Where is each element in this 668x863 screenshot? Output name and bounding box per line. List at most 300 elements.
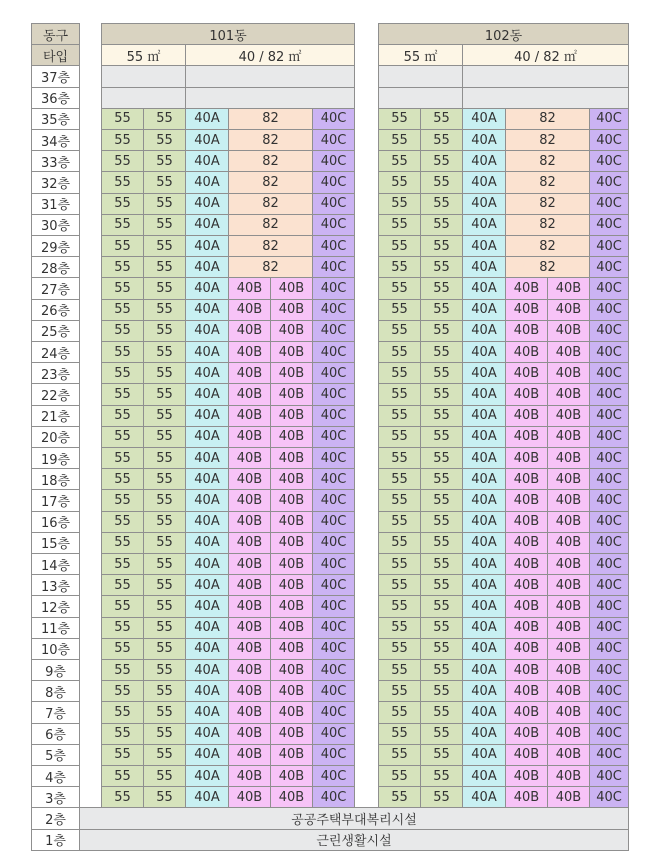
- building-1-unit-55: 55: [143, 595, 186, 617]
- building-1-unit-55: 55: [101, 214, 144, 236]
- building-1-unit-40b: 40B: [228, 511, 271, 533]
- building-2-unit-55: 55: [420, 341, 463, 363]
- building-1-unit-40b: 40B: [270, 659, 313, 681]
- building-1-unit-40a: 40A: [185, 574, 229, 596]
- building-1-empty-cell: [101, 87, 186, 109]
- building-2-unit-55: 55: [420, 129, 463, 151]
- building-2-unit-40a: 40A: [462, 405, 506, 427]
- building-1-unit-55: 55: [101, 574, 144, 596]
- floor-label: 6층: [31, 723, 80, 745]
- building-1-unit-55: 55: [143, 383, 186, 405]
- building-2-unit-55: 55: [378, 595, 421, 617]
- building-1-unit-40b: 40B: [228, 320, 271, 342]
- building-2-unit-40b: 40B: [505, 595, 548, 617]
- building-1-unit-40a: 40A: [185, 468, 229, 490]
- building-1-unit-55: 55: [143, 108, 186, 130]
- building-1-unit-55: 55: [143, 701, 186, 723]
- building-1-unit-40c: 40C: [312, 723, 355, 745]
- building-1-unit-55: 55: [143, 532, 186, 554]
- floor-label: 35층: [31, 108, 80, 130]
- building-1-unit-55: 55: [143, 320, 186, 342]
- building-1-unit-55: 55: [101, 362, 144, 384]
- floor-label: 24층: [31, 341, 80, 363]
- building-1-unit-40c: 40C: [312, 468, 355, 490]
- building-1-unit-40b: 40B: [270, 405, 313, 427]
- building-1-unit-40b: 40B: [270, 299, 313, 321]
- floor-label: 3층: [31, 786, 80, 808]
- building-1-unit-40a: 40A: [185, 659, 229, 681]
- building-2-unit-40a: 40A: [462, 320, 506, 342]
- floor-label: 5층: [31, 744, 80, 766]
- building-1-unit-40c: 40C: [312, 129, 355, 151]
- building-1-unit-55: 55: [101, 426, 144, 448]
- building-2-unit-40a: 40A: [462, 617, 506, 639]
- building-2-unit-55: 55: [378, 744, 421, 766]
- row-label-type: 타입: [31, 44, 80, 66]
- building-2-unit-40b: 40B: [547, 574, 590, 596]
- building-2-unit-40c: 40C: [589, 193, 629, 215]
- building-1-unit-40b: 40B: [270, 723, 313, 745]
- building-1-unit-55: 55: [101, 277, 144, 299]
- building-2-unit-40c: 40C: [589, 129, 629, 151]
- building-1-unit-40b: 40B: [270, 277, 313, 299]
- building-1-unit-82: 82: [228, 256, 313, 278]
- building-1-unit-40c: 40C: [312, 341, 355, 363]
- building-1-unit-55: 55: [143, 341, 186, 363]
- building-2-unit-40c: 40C: [589, 595, 629, 617]
- building-1-unit-55: 55: [143, 129, 186, 151]
- building-1-unit-40c: 40C: [312, 108, 355, 130]
- building-1-unit-40b: 40B: [228, 701, 271, 723]
- building-2-unit-40b: 40B: [547, 447, 590, 469]
- building-2-unit-40a: 40A: [462, 214, 506, 236]
- building-2-unit-55: 55: [420, 277, 463, 299]
- building-1-unit-40b: 40B: [270, 320, 313, 342]
- building-1-unit-40b: 40B: [270, 680, 313, 702]
- building-1-unit-40c: 40C: [312, 765, 355, 787]
- building-2-unit-40b: 40B: [505, 426, 548, 448]
- building-2-unit-40b: 40B: [505, 638, 548, 660]
- building-2-unit-55: 55: [420, 447, 463, 469]
- building-1-unit-55: 55: [143, 638, 186, 660]
- building-1-unit-40a: 40A: [185, 320, 229, 342]
- building-1-unit-55: 55: [101, 193, 144, 215]
- building-2-unit-40a: 40A: [462, 511, 506, 533]
- building-1-unit-40b: 40B: [270, 341, 313, 363]
- building-1-unit-40c: 40C: [312, 405, 355, 427]
- building-1-unit-40a: 40A: [185, 362, 229, 384]
- building-1-unit-40b: 40B: [270, 744, 313, 766]
- building-2-empty-cell: [462, 65, 629, 87]
- building-1-unit-40b: 40B: [270, 786, 313, 808]
- building-2-unit-55: 55: [420, 595, 463, 617]
- building-2-unit-40c: 40C: [589, 299, 629, 321]
- building-1-unit-40a: 40A: [185, 383, 229, 405]
- building-1-unit-40a: 40A: [185, 723, 229, 745]
- building-2-unit-40b: 40B: [505, 277, 548, 299]
- building-2-unit-55: 55: [378, 680, 421, 702]
- building-1-unit-40a: 40A: [185, 489, 229, 511]
- building-1-type-40-82: 40 / 82 ㎡: [185, 44, 355, 66]
- building-2-unit-40c: 40C: [589, 532, 629, 554]
- building-1-unit-55: 55: [101, 617, 144, 639]
- building-1-unit-40b: 40B: [228, 468, 271, 490]
- building-1-unit-40b: 40B: [270, 447, 313, 469]
- building-1-unit-55: 55: [101, 256, 144, 278]
- building-1-unit-40b: 40B: [228, 447, 271, 469]
- building-2-unit-40b: 40B: [547, 468, 590, 490]
- building-2-unit-55: 55: [420, 299, 463, 321]
- building-2-type-55: 55 ㎡: [378, 44, 463, 66]
- building-2-unit-40b: 40B: [547, 426, 590, 448]
- building-2-unit-55: 55: [378, 193, 421, 215]
- building-2-unit-55: 55: [420, 320, 463, 342]
- building-1-unit-40b: 40B: [228, 489, 271, 511]
- building-2-unit-40b: 40B: [505, 362, 548, 384]
- building-1-empty-cell: [185, 87, 355, 109]
- building-2-unit-40b: 40B: [547, 659, 590, 681]
- building-2-unit-55: 55: [378, 235, 421, 257]
- building-2-unit-55: 55: [420, 617, 463, 639]
- building-1-unit-40c: 40C: [312, 447, 355, 469]
- building-2-unit-82: 82: [505, 193, 590, 215]
- building-1-unit-40a: 40A: [185, 553, 229, 575]
- floor-label: 2층: [31, 807, 80, 829]
- building-1-unit-40c: 40C: [312, 595, 355, 617]
- building-1-unit-40c: 40C: [312, 638, 355, 660]
- building-1-unit-55: 55: [143, 723, 186, 745]
- building-1-header: 101동: [101, 23, 355, 45]
- building-2-unit-55: 55: [420, 765, 463, 787]
- building-2-unit-40b: 40B: [505, 617, 548, 639]
- building-2-unit-55: 55: [420, 553, 463, 575]
- building-2-unit-40c: 40C: [589, 765, 629, 787]
- building-1-unit-40a: 40A: [185, 171, 229, 193]
- building-2-unit-40a: 40A: [462, 744, 506, 766]
- building-1-unit-40c: 40C: [312, 659, 355, 681]
- building-2-unit-55: 55: [378, 171, 421, 193]
- building-1-unit-40b: 40B: [228, 659, 271, 681]
- building-2-unit-82: 82: [505, 214, 590, 236]
- building-1-unit-55: 55: [101, 680, 144, 702]
- building-2-unit-40a: 40A: [462, 723, 506, 745]
- building-1-unit-40a: 40A: [185, 447, 229, 469]
- building-1-unit-40a: 40A: [185, 426, 229, 448]
- building-2-unit-40c: 40C: [589, 383, 629, 405]
- building-1-unit-55: 55: [143, 617, 186, 639]
- building-2-unit-55: 55: [420, 723, 463, 745]
- building-1-unit-40a: 40A: [185, 595, 229, 617]
- building-2-unit-40a: 40A: [462, 447, 506, 469]
- building-1-unit-55: 55: [101, 320, 144, 342]
- building-1-unit-55: 55: [143, 426, 186, 448]
- building-1-unit-40a: 40A: [185, 638, 229, 660]
- building-2-unit-55: 55: [420, 532, 463, 554]
- building-1-unit-40b: 40B: [270, 765, 313, 787]
- building-2-unit-40b: 40B: [505, 701, 548, 723]
- building-2-unit-55: 55: [378, 341, 421, 363]
- floor-label: 29층: [31, 235, 80, 257]
- facility-floor-1: 근린생활시설: [79, 829, 629, 851]
- building-2-unit-40a: 40A: [462, 786, 506, 808]
- building-2-unit-55: 55: [420, 744, 463, 766]
- building-1-unit-40a: 40A: [185, 235, 229, 257]
- building-2-unit-40b: 40B: [547, 786, 590, 808]
- building-1-unit-40b: 40B: [270, 553, 313, 575]
- building-1-unit-55: 55: [143, 447, 186, 469]
- floor-label: 21층: [31, 405, 80, 427]
- building-1-unit-55: 55: [101, 511, 144, 533]
- building-2-unit-40a: 40A: [462, 150, 506, 172]
- building-1-unit-40a: 40A: [185, 744, 229, 766]
- building-1-unit-40a: 40A: [185, 532, 229, 554]
- building-2-unit-55: 55: [378, 362, 421, 384]
- building-1-unit-40c: 40C: [312, 277, 355, 299]
- building-2-unit-55: 55: [420, 701, 463, 723]
- building-2-unit-55: 55: [378, 701, 421, 723]
- building-2-unit-55: 55: [378, 489, 421, 511]
- building-1-unit-40b: 40B: [270, 511, 313, 533]
- building-2-unit-55: 55: [378, 320, 421, 342]
- building-2-unit-55: 55: [420, 150, 463, 172]
- building-2-unit-40c: 40C: [589, 108, 629, 130]
- building-2-unit-40b: 40B: [547, 553, 590, 575]
- building-2-unit-40c: 40C: [589, 786, 629, 808]
- building-2-unit-40b: 40B: [505, 744, 548, 766]
- building-2-unit-82: 82: [505, 150, 590, 172]
- building-2-unit-40b: 40B: [547, 383, 590, 405]
- building-1-unit-55: 55: [143, 680, 186, 702]
- building-2-unit-40b: 40B: [505, 447, 548, 469]
- building-1-unit-55: 55: [143, 214, 186, 236]
- floor-label: 8층: [31, 680, 80, 702]
- building-1-unit-40b: 40B: [228, 341, 271, 363]
- building-2-unit-55: 55: [378, 214, 421, 236]
- building-1-unit-55: 55: [101, 171, 144, 193]
- building-1-unit-40b: 40B: [228, 723, 271, 745]
- building-1-unit-55: 55: [143, 744, 186, 766]
- building-2-unit-40c: 40C: [589, 680, 629, 702]
- building-2-unit-55: 55: [378, 426, 421, 448]
- building-2-unit-55: 55: [378, 129, 421, 151]
- building-1-unit-55: 55: [101, 405, 144, 427]
- building-1-unit-40b: 40B: [228, 680, 271, 702]
- building-1-unit-82: 82: [228, 193, 313, 215]
- building-2-unit-55: 55: [420, 468, 463, 490]
- building-1-unit-40b: 40B: [228, 638, 271, 660]
- building-2-unit-40c: 40C: [589, 744, 629, 766]
- building-1-unit-55: 55: [101, 108, 144, 130]
- building-1-unit-55: 55: [143, 574, 186, 596]
- building-2-unit-55: 55: [378, 383, 421, 405]
- building-1-unit-55: 55: [143, 256, 186, 278]
- building-2-unit-40c: 40C: [589, 426, 629, 448]
- building-1-unit-82: 82: [228, 108, 313, 130]
- building-2-unit-40b: 40B: [505, 383, 548, 405]
- building-2-unit-40a: 40A: [462, 553, 506, 575]
- building-2-unit-40b: 40B: [547, 405, 590, 427]
- building-1-unit-40b: 40B: [270, 532, 313, 554]
- building-2-unit-40b: 40B: [547, 299, 590, 321]
- building-1-unit-40b: 40B: [270, 701, 313, 723]
- building-2-unit-40b: 40B: [547, 765, 590, 787]
- building-2-unit-55: 55: [378, 765, 421, 787]
- building-2-unit-40b: 40B: [547, 532, 590, 554]
- building-2-unit-40a: 40A: [462, 426, 506, 448]
- building-1-unit-40b: 40B: [228, 786, 271, 808]
- floor-label: 34층: [31, 129, 80, 151]
- building-2-unit-40c: 40C: [589, 341, 629, 363]
- building-2-unit-55: 55: [420, 362, 463, 384]
- building-2-unit-40a: 40A: [462, 235, 506, 257]
- building-1-unit-55: 55: [101, 129, 144, 151]
- building-2-unit-40b: 40B: [547, 341, 590, 363]
- building-1-type-55: 55 ㎡: [101, 44, 186, 66]
- building-2-unit-40c: 40C: [589, 701, 629, 723]
- building-2-unit-40b: 40B: [505, 468, 548, 490]
- building-2-unit-40c: 40C: [589, 574, 629, 596]
- building-1-unit-55: 55: [101, 595, 144, 617]
- building-2-unit-40c: 40C: [589, 214, 629, 236]
- building-2-unit-40b: 40B: [547, 277, 590, 299]
- building-2-unit-55: 55: [420, 405, 463, 427]
- building-2-unit-40b: 40B: [505, 786, 548, 808]
- building-1-unit-40b: 40B: [270, 426, 313, 448]
- building-1-unit-40b: 40B: [228, 744, 271, 766]
- building-1-unit-40b: 40B: [228, 532, 271, 554]
- building-1-unit-55: 55: [101, 341, 144, 363]
- building-2-unit-40b: 40B: [547, 362, 590, 384]
- building-1-unit-55: 55: [101, 786, 144, 808]
- building-2-unit-40b: 40B: [505, 341, 548, 363]
- building-1-unit-55: 55: [143, 511, 186, 533]
- building-1-unit-40c: 40C: [312, 214, 355, 236]
- building-1-unit-55: 55: [101, 638, 144, 660]
- building-2-unit-40b: 40B: [505, 320, 548, 342]
- building-2-unit-40c: 40C: [589, 256, 629, 278]
- facility-floor-2: 공공주택부대복리시설: [79, 807, 629, 829]
- building-2-unit-40a: 40A: [462, 256, 506, 278]
- floor-label: 20층: [31, 426, 80, 448]
- building-2-unit-40b: 40B: [547, 701, 590, 723]
- building-2-unit-40c: 40C: [589, 553, 629, 575]
- building-1-unit-40a: 40A: [185, 129, 229, 151]
- building-1-unit-55: 55: [143, 193, 186, 215]
- building-1-unit-55: 55: [143, 362, 186, 384]
- building-2-unit-55: 55: [378, 468, 421, 490]
- building-1-unit-55: 55: [101, 744, 144, 766]
- building-1-unit-40c: 40C: [312, 299, 355, 321]
- floor-label: 7층: [31, 701, 80, 723]
- building-2-unit-40c: 40C: [589, 150, 629, 172]
- floor-label: 19층: [31, 447, 80, 469]
- building-1-unit-55: 55: [101, 659, 144, 681]
- building-2-unit-40b: 40B: [505, 680, 548, 702]
- building-2-unit-55: 55: [420, 171, 463, 193]
- building-2-unit-40a: 40A: [462, 171, 506, 193]
- building-2-unit-55: 55: [420, 638, 463, 660]
- building-2-unit-55: 55: [378, 638, 421, 660]
- building-1-unit-40b: 40B: [228, 405, 271, 427]
- building-2-unit-40c: 40C: [589, 405, 629, 427]
- building-2-unit-40a: 40A: [462, 638, 506, 660]
- floor-label: 16층: [31, 511, 80, 533]
- building-2-unit-40b: 40B: [505, 405, 548, 427]
- building-2-unit-40c: 40C: [589, 617, 629, 639]
- building-2-unit-55: 55: [420, 383, 463, 405]
- building-2-unit-40a: 40A: [462, 595, 506, 617]
- building-2-unit-40b: 40B: [505, 659, 548, 681]
- building-1-unit-40b: 40B: [228, 277, 271, 299]
- building-1-empty-cell: [101, 65, 186, 87]
- building-2-unit-40b: 40B: [547, 511, 590, 533]
- building-1-unit-82: 82: [228, 214, 313, 236]
- building-2-unit-40a: 40A: [462, 341, 506, 363]
- building-2-type-40-82: 40 / 82 ㎡: [462, 44, 629, 66]
- building-2-unit-40b: 40B: [547, 680, 590, 702]
- building-2-unit-40b: 40B: [547, 744, 590, 766]
- building-1-unit-40b: 40B: [270, 489, 313, 511]
- building-2-unit-55: 55: [378, 150, 421, 172]
- building-1-unit-40c: 40C: [312, 426, 355, 448]
- building-1-unit-82: 82: [228, 171, 313, 193]
- building-2-unit-55: 55: [378, 553, 421, 575]
- building-1-unit-40c: 40C: [312, 511, 355, 533]
- building-2-unit-40b: 40B: [547, 723, 590, 745]
- building-2-unit-40b: 40B: [547, 489, 590, 511]
- floor-label: 28층: [31, 256, 80, 278]
- building-1-unit-40a: 40A: [185, 617, 229, 639]
- building-1-unit-55: 55: [143, 235, 186, 257]
- building-2-unit-40a: 40A: [462, 193, 506, 215]
- building-2-unit-82: 82: [505, 129, 590, 151]
- building-2-unit-82: 82: [505, 256, 590, 278]
- building-1-unit-40a: 40A: [185, 299, 229, 321]
- building-2-unit-40a: 40A: [462, 532, 506, 554]
- building-1-unit-40c: 40C: [312, 744, 355, 766]
- floor-label: 27층: [31, 277, 80, 299]
- building-2-unit-40c: 40C: [589, 362, 629, 384]
- building-2-unit-40b: 40B: [505, 299, 548, 321]
- building-2-unit-55: 55: [378, 511, 421, 533]
- building-1-unit-40b: 40B: [228, 765, 271, 787]
- building-2-unit-82: 82: [505, 235, 590, 257]
- building-2-unit-40a: 40A: [462, 277, 506, 299]
- building-1-unit-55: 55: [101, 447, 144, 469]
- building-2-unit-40a: 40A: [462, 468, 506, 490]
- building-2-unit-55: 55: [378, 617, 421, 639]
- floor-label: 11층: [31, 617, 80, 639]
- building-2-unit-55: 55: [378, 659, 421, 681]
- building-1-unit-40c: 40C: [312, 786, 355, 808]
- floor-label: 4층: [31, 765, 80, 787]
- floor-label: 10층: [31, 638, 80, 660]
- building-1-unit-40c: 40C: [312, 256, 355, 278]
- building-2-unit-55: 55: [378, 532, 421, 554]
- building-1-unit-55: 55: [143, 150, 186, 172]
- building-1-unit-40a: 40A: [185, 277, 229, 299]
- building-1-unit-82: 82: [228, 150, 313, 172]
- floor-label: 14층: [31, 553, 80, 575]
- building-1-unit-40a: 40A: [185, 511, 229, 533]
- building-2-unit-40c: 40C: [589, 235, 629, 257]
- building-1-unit-55: 55: [143, 659, 186, 681]
- building-1-unit-82: 82: [228, 235, 313, 257]
- floor-label: 15층: [31, 532, 80, 554]
- building-2-unit-40c: 40C: [589, 320, 629, 342]
- floor-label: 9층: [31, 659, 80, 681]
- building-1-unit-55: 55: [143, 468, 186, 490]
